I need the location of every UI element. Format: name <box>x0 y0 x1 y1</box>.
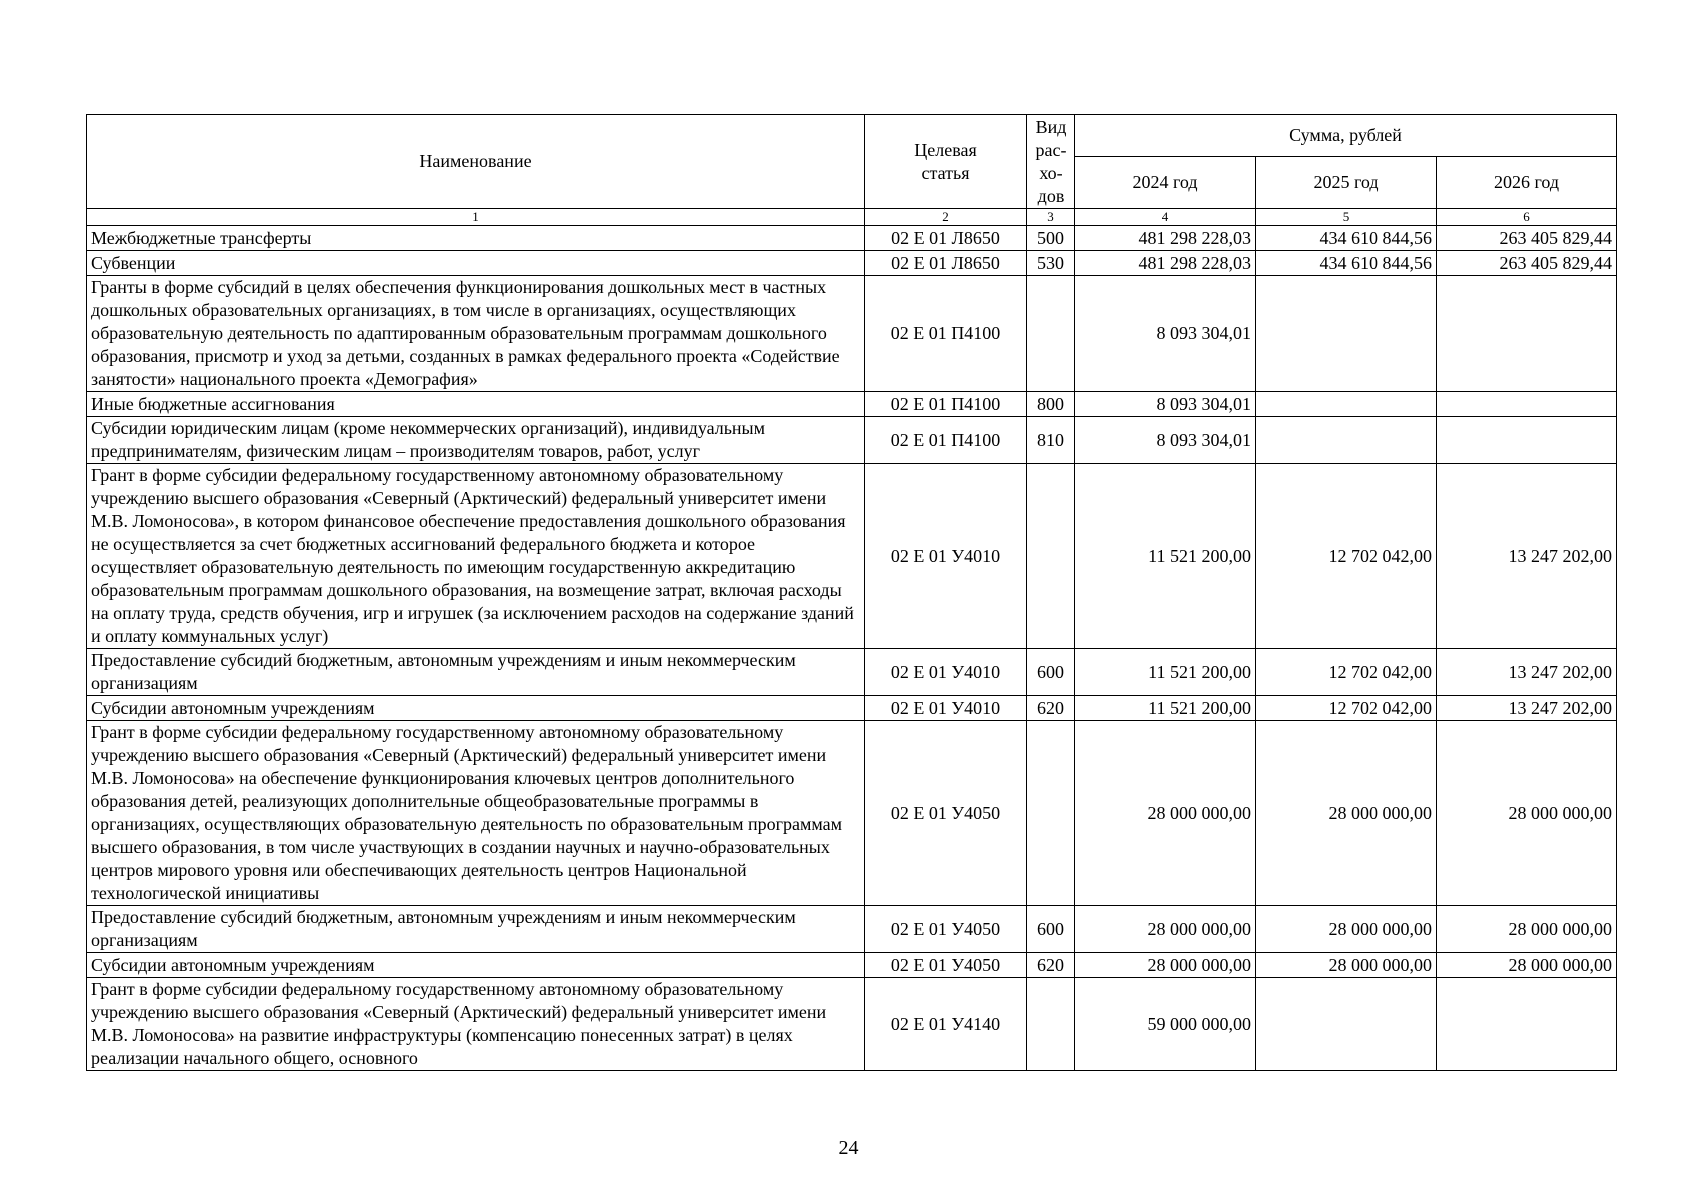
column-number: 3 <box>1027 209 1075 226</box>
row-target-code: 02 Е 01 П4100 <box>865 417 1027 464</box>
row-expense-kind: 810 <box>1027 417 1075 464</box>
row-amount-2026: 28 000 000,00 <box>1437 721 1617 906</box>
row-name: Иные бюджетные ассигнования <box>87 392 865 417</box>
row-amount-2024: 8 093 304,01 <box>1075 417 1256 464</box>
row-target-code: 02 Е 01 Л8650 <box>865 251 1027 276</box>
header-kind-label: Вид рас-хо-дов <box>1035 116 1067 206</box>
row-amount-2025: 12 702 042,00 <box>1256 464 1437 649</box>
row-expense-kind <box>1027 276 1075 392</box>
row-name: Субсидии автономным учреждениям <box>87 953 865 978</box>
table-row <box>87 392 1617 417</box>
row-amount-2025: 434 610 844,56 <box>1256 251 1437 276</box>
row-amount-2026: 13 247 202,00 <box>1437 464 1617 649</box>
row-amount-2026: 28 000 000,00 <box>1437 906 1617 953</box>
row-name: Предоставление субсидий бюджетным, автономным учреждениям и иным некоммерческим организациям <box>87 906 865 953</box>
row-expense-kind: 600 <box>1027 906 1075 953</box>
row-amount-2024: 11 521 200,00 <box>1075 649 1256 696</box>
row-target-code: 02 Е 01 У4140 <box>865 978 1027 1071</box>
row-amount-2024: 59 000 000,00 <box>1075 978 1256 1071</box>
row-target-code: 02 Е 01 П4100 <box>865 392 1027 417</box>
row-amount-2026: 263 405 829,44 <box>1437 251 1617 276</box>
row-amount-2026 <box>1437 417 1617 464</box>
row-amount-2026: 263 405 829,44 <box>1437 226 1617 251</box>
table-row <box>87 464 1617 649</box>
row-target-code: 02 Е 01 У4010 <box>865 696 1027 721</box>
header-expense-kind <box>1027 115 1075 209</box>
row-expense-kind: 620 <box>1027 953 1075 978</box>
row-amount-2025: 434 610 844,56 <box>1256 226 1437 251</box>
column-number: 5 <box>1256 209 1437 226</box>
row-amount-2025: 28 000 000,00 <box>1256 953 1437 978</box>
row-target-code: 02 Е 01 У4010 <box>865 464 1027 649</box>
row-name: Межбюджетные трансферты <box>87 226 865 251</box>
row-amount-2025 <box>1256 392 1437 417</box>
row-amount-2026: 28 000 000,00 <box>1437 953 1617 978</box>
row-amount-2024: 28 000 000,00 <box>1075 906 1256 953</box>
row-amount-2024: 8 093 304,01 <box>1075 276 1256 392</box>
row-name: Грант в форме субсидии федеральному государственному автономному образовательному учреждению высшего образования «Северный (Арктический) федеральный университет имени М.В. Ломоносова» на обеспечение функционирования ключевых центров дополнительного образования детей, реализующих дополнительные общеобразовательные программы в организациях, осуществляющих образовательную деятельность по образовательным программам высшего образования, в том числе участвующих в создании научных и научно-образовательных центров мирового уровня или обеспечивающих деятельность центров Национальной технологической инициативы <box>87 721 865 906</box>
row-target-code: 02 Е 01 У4050 <box>865 721 1027 906</box>
row-target-code: 02 Е 01 П4100 <box>865 276 1027 392</box>
row-expense-kind <box>1027 978 1075 1071</box>
row-amount-2026 <box>1437 276 1617 392</box>
row-name: Субсидии юридическим лицам (кроме некоммерческих организаций), индивидуальным предпринимателям, физическим лицам – производителям товаров, работ, услуг <box>87 417 865 464</box>
header-name: Наименование <box>87 115 865 209</box>
row-amount-2024: 481 298 228,03 <box>1075 226 1256 251</box>
column-number-row <box>87 209 1617 226</box>
table-row <box>87 251 1617 276</box>
column-number: 4 <box>1075 209 1256 226</box>
row-expense-kind: 500 <box>1027 226 1075 251</box>
column-number: 2 <box>865 209 1027 226</box>
row-expense-kind: 600 <box>1027 649 1075 696</box>
column-number: 6 <box>1437 209 1617 226</box>
table-row <box>87 953 1617 978</box>
row-amount-2026 <box>1437 392 1617 417</box>
header-year-2025: 2025 год <box>1256 157 1437 209</box>
row-amount-2024: 8 093 304,01 <box>1075 392 1256 417</box>
row-target-code: 02 Е 01 Л8650 <box>865 226 1027 251</box>
header-year-2026: 2026 год <box>1437 157 1617 209</box>
row-amount-2025: 12 702 042,00 <box>1256 649 1437 696</box>
row-amount-2025 <box>1256 978 1437 1071</box>
row-amount-2024: 28 000 000,00 <box>1075 953 1256 978</box>
table-row <box>87 649 1617 696</box>
row-amount-2025: 28 000 000,00 <box>1256 906 1437 953</box>
row-target-code: 02 Е 01 У4050 <box>865 906 1027 953</box>
row-amount-2025: 12 702 042,00 <box>1256 696 1437 721</box>
row-amount-2024: 11 521 200,00 <box>1075 464 1256 649</box>
row-name: Грант в форме субсидии федеральному государственному автономному образовательному учреждению высшего образования «Северный (Арктический) федеральный университет имени М.В. Ломоносова» на развитие инфраструктуры (компенсацию понесенных затрат) в целях реализации начального общего, основного <box>87 978 865 1071</box>
row-name: Субвенции <box>87 251 865 276</box>
table-row <box>87 906 1617 953</box>
row-expense-kind <box>1027 464 1075 649</box>
row-amount-2024: 28 000 000,00 <box>1075 721 1256 906</box>
row-name: Гранты в форме субсидий в целях обеспечения функционирования дошкольных мест в частных дошкольных образовательных организациях, в том числе в организациях, осуществляющих образовательную деятельность по адаптированным образовательным программам дошкольного образования, присмотр и уход за детьми, созданных в рамках федерального проекта «Содействие занятости» национального проекта «Демография» <box>87 276 865 392</box>
row-name: Субсидии автономным учреждениям <box>87 696 865 721</box>
budget-table <box>86 114 1617 1071</box>
row-amount-2024: 481 298 228,03 <box>1075 251 1256 276</box>
table-row <box>87 978 1617 1071</box>
column-number: 1 <box>87 209 865 226</box>
table-row <box>87 417 1617 464</box>
row-amount-2026 <box>1437 978 1617 1071</box>
row-amount-2026: 13 247 202,00 <box>1437 649 1617 696</box>
page-number: 24 <box>838 1137 859 1159</box>
row-target-code: 02 Е 01 У4050 <box>865 953 1027 978</box>
header-target-article <box>865 115 1027 209</box>
row-amount-2025 <box>1256 417 1437 464</box>
header-year-2024: 2024 год <box>1075 157 1256 209</box>
row-name: Грант в форме субсидии федеральному государственному автономному образовательному учреждению высшего образования «Северный (Арктический) федеральный университет имени М.В. Ломоносова», в котором финансовое обеспечение предоставления дошкольного образования не осуществляется за счет бюджетных ассигнований федерального бюджета и которое осуществляет образовательную деятельность по имеющим государственную аккредитацию образовательным программам дошкольного образования, на возмещение затрат, включая расходы на оплату труда, средств обучения, игр и игрушек (за исключением расходов на содержание зданий и оплату коммунальных услуг) <box>87 464 865 649</box>
table-row <box>87 696 1617 721</box>
table-row <box>87 721 1617 906</box>
header-sum: Сумма, рублей <box>1075 115 1617 157</box>
header-target-label: Целевая статья <box>914 139 977 183</box>
row-expense-kind: 530 <box>1027 251 1075 276</box>
row-amount-2025 <box>1256 276 1437 392</box>
row-expense-kind: 800 <box>1027 392 1075 417</box>
row-target-code: 02 Е 01 У4010 <box>865 649 1027 696</box>
row-amount-2024: 11 521 200,00 <box>1075 696 1256 721</box>
row-amount-2025: 28 000 000,00 <box>1256 721 1437 906</box>
row-name: Предоставление субсидий бюджетным, автономным учреждениям и иным некоммерческим организациям <box>87 649 865 696</box>
row-amount-2026: 13 247 202,00 <box>1437 696 1617 721</box>
row-expense-kind: 620 <box>1027 696 1075 721</box>
table-row <box>87 226 1617 251</box>
table-row <box>87 276 1617 392</box>
row-expense-kind <box>1027 721 1075 906</box>
